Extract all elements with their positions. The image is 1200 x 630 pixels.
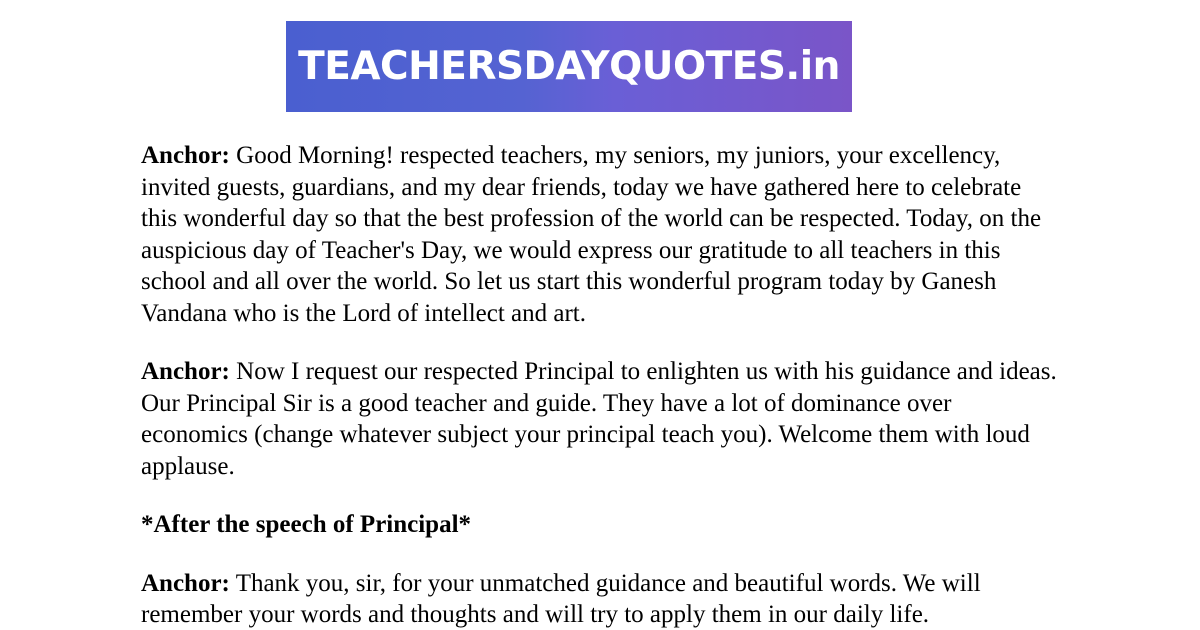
stage-direction-heading: *After the speech of Principal* <box>141 511 472 538</box>
speaker-label: Anchor: <box>141 142 230 169</box>
speaker-label: Anchor: <box>141 358 230 385</box>
speaker-label: Anchor: <box>141 569 230 597</box>
paragraph-text: Now I request our respected Principal to enlighten us with his guidance and ideas. Our Principal Sir is a good teacher and guide. They have a lot of dominance over economics (change whatever subject your principal teach you). Welcome them with loud applause. <box>141 358 1057 480</box>
paragraph-thanks <box>141 568 1061 630</box>
paragraph-welcome <box>141 140 1061 329</box>
paragraph-text: Good Morning! respected teachers, my seniors, my juniors, your excellency, invited guests, guardians, and my dear friends, today we have gathered here to celebrate this wonderful day so that the best profession of the world can be respected. Today, on the auspicious day of Teacher's Day, we would express our gratitude to all teachers in this school and all over the world. So let us start this wonderful program today by Ganesh Vandana who is the Lord of intellect and art. <box>141 142 1042 327</box>
document-body <box>141 140 1061 630</box>
paragraph-principal-request <box>141 356 1061 482</box>
site-logo-banner <box>286 21 852 112</box>
site-logo-text: TEACHERSDAYQUOTES.in <box>298 44 840 89</box>
paragraph-text: Thank you, sir, for your unmatched guidance and beautiful words. We will remember your words and thoughts and will try to apply them in our daily life. <box>141 569 981 628</box>
